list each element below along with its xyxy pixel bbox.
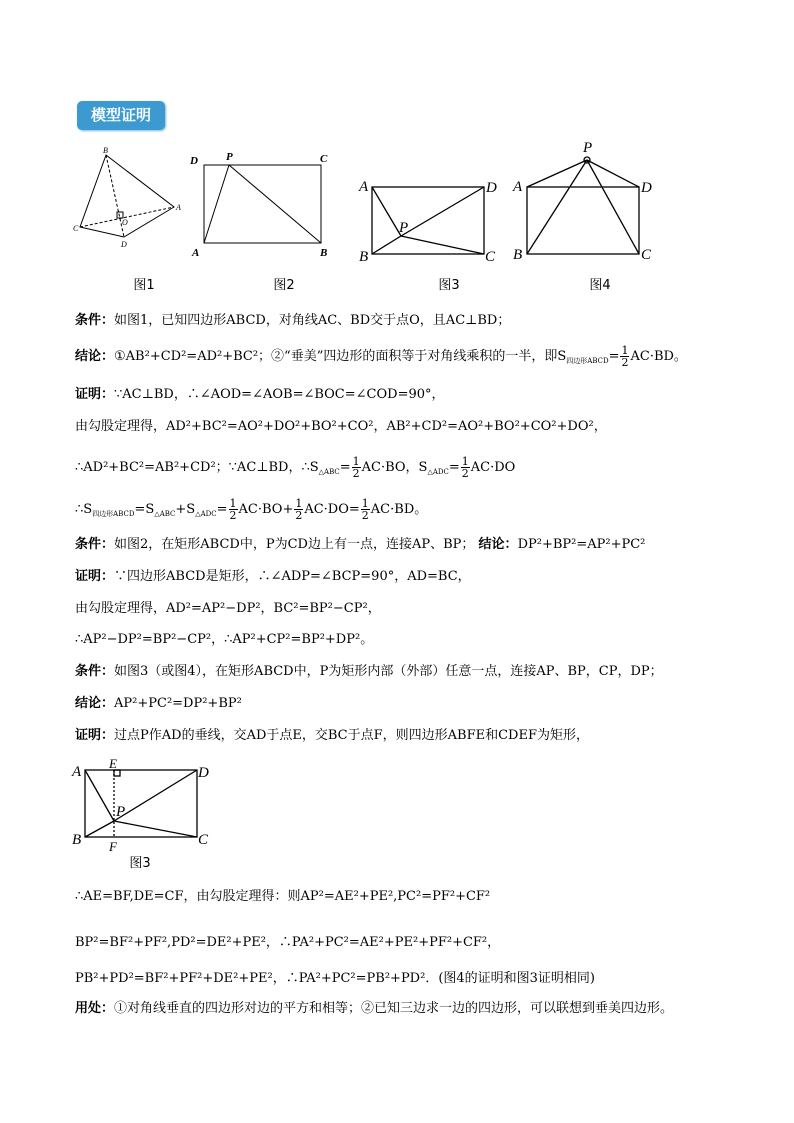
- label-D: D: [198, 765, 209, 781]
- conclusion-1: 结论：①AB²+CD²=AD²+BC²；②“垂美”四边形的面积等于对角线乘积的一半，即$S_{四边形ABCD}=$ $\frac{1}{2}$ AC·BD。: [75, 344, 687, 369]
- label-C: C: [485, 249, 496, 265]
- label-B: B: [72, 832, 82, 848]
- label-B: B: [513, 247, 523, 263]
- proof-2: 证明：∵四边形ABCD是矩形，∴∠ADP=∠BCP=90°，AD=BC，: [75, 569, 471, 584]
- label-A: A: [176, 203, 181, 212]
- label-P: P: [116, 804, 126, 820]
- label-B: B: [103, 146, 108, 155]
- proof-1: 证明：∵AC⊥BD，∴∠AOD=∠AOB=∠BOC=∠COD=90°，: [75, 387, 445, 402]
- caption-fig2: 图2: [273, 278, 295, 293]
- proof-1-line-4: $\therefore S_{四边形ABCD}=S_{\triangle ABC}+S_{\triangle ADC}=$ $\frac{1}{2}$ AC·BO+ $\frac{1}{2}$ AC·DO= $\frac{1}{2}$ AC·BD。: [75, 497, 428, 522]
- caption-fig1: 图1: [133, 278, 155, 293]
- label-D: D: [121, 240, 127, 249]
- label-P: P: [583, 140, 593, 156]
- label-E: E: [109, 758, 117, 771]
- caption-fig3: 图3: [438, 278, 460, 293]
- label-A: A: [192, 247, 200, 259]
- label-O: O: [122, 218, 128, 227]
- label-D: D: [190, 155, 198, 167]
- label-A: A: [359, 179, 369, 195]
- label-P: P: [226, 151, 233, 163]
- label-D: D: [486, 180, 497, 196]
- label-F: F: [109, 839, 117, 854]
- label-C: C: [320, 153, 328, 165]
- label-B: B: [320, 247, 328, 259]
- proof-3-line-3: BP²=BF²+PF²,PD²=DE²+PE²，∴PA²+PC²=AE²+PE²+PF²+CF²，: [75, 935, 501, 950]
- condition-2: 条件：如图2，在矩形ABCD中，P为CD边上有一点，连接AP、BP； 结论：DP²+BP²=AP²+PC²: [75, 537, 646, 552]
- condition-3: 条件：如图3（或图4），在矩形ABCD中，P为矩形内部（外部）任意一点，连接AP、BP，CP，DP；: [75, 664, 663, 679]
- usage: 用处：①对角线垂直的四边形对边的平方和相等；②已知三边求一边的四边形，可以联想到垂美四边形。: [75, 1001, 674, 1016]
- proof-1-line-3: ∴AD²+BC²=AB²+CD²；∵AC⊥BD，$\therefore S_{\triangle ABC}=$ $\frac{1}{2}$ AC·BO，$S_{\triangle ADC}=$ $\frac{1}{2}$ AC·DO: [75, 455, 516, 480]
- label-D: D: [641, 180, 652, 196]
- figure-3: [355, 173, 505, 265]
- label-A: A: [513, 179, 523, 195]
- proof-2-line-3: ∴AP²−DP²=BP²−CP²，∴AP²+CP²=BP²+DP²。: [75, 632, 374, 647]
- conclusion-3: 结论：AP²+PC²=DP²+BP²: [75, 696, 242, 711]
- proof-1-line-2: 由勾股定理得，AD²+BC²=AO²+DO²+BO²+CO²，AB²+CD²=AO²+BO²+CO²+DO²，: [75, 419, 607, 434]
- label-P: P: [399, 220, 409, 236]
- proof-3-line-4: PB²+PD²=BF²+PF²+DE²+PE²，∴PA²+PC²=PB²+PD²．(图4的证明和图3证明相同): [75, 971, 596, 986]
- condition-1: 条件：如图1，已知四边形ABCD，对角线AC、BD交于点O，且AC⊥BD；: [75, 313, 511, 328]
- caption-fig3-proof: 图3: [129, 856, 151, 871]
- proof-2-line-2: 由勾股定理得，AD²=AP²−DP²，BC²=BP²−CP²，: [75, 601, 381, 616]
- label-B: B: [359, 249, 369, 265]
- figure-4: [505, 135, 665, 265]
- proof-3-line-2: ∴AE=BF,DE=CF，由勾股定理得：则AP²=AE²+PE²,PC²=PF²+CF²: [75, 889, 491, 904]
- section-badge: 模型证明: [77, 101, 165, 130]
- label-C: C: [198, 832, 209, 848]
- label-A: A: [72, 764, 82, 780]
- label-C: C: [641, 247, 652, 263]
- proof-3: 证明：过点P作AD的垂线，交AD于点E，交BC于点F，则四边形ABFE和CDEF为矩形，: [75, 728, 589, 743]
- figure-2: [186, 148, 336, 263]
- caption-fig4: 图4: [589, 278, 611, 293]
- figure-1: [70, 143, 188, 263]
- label-C: C: [73, 224, 79, 233]
